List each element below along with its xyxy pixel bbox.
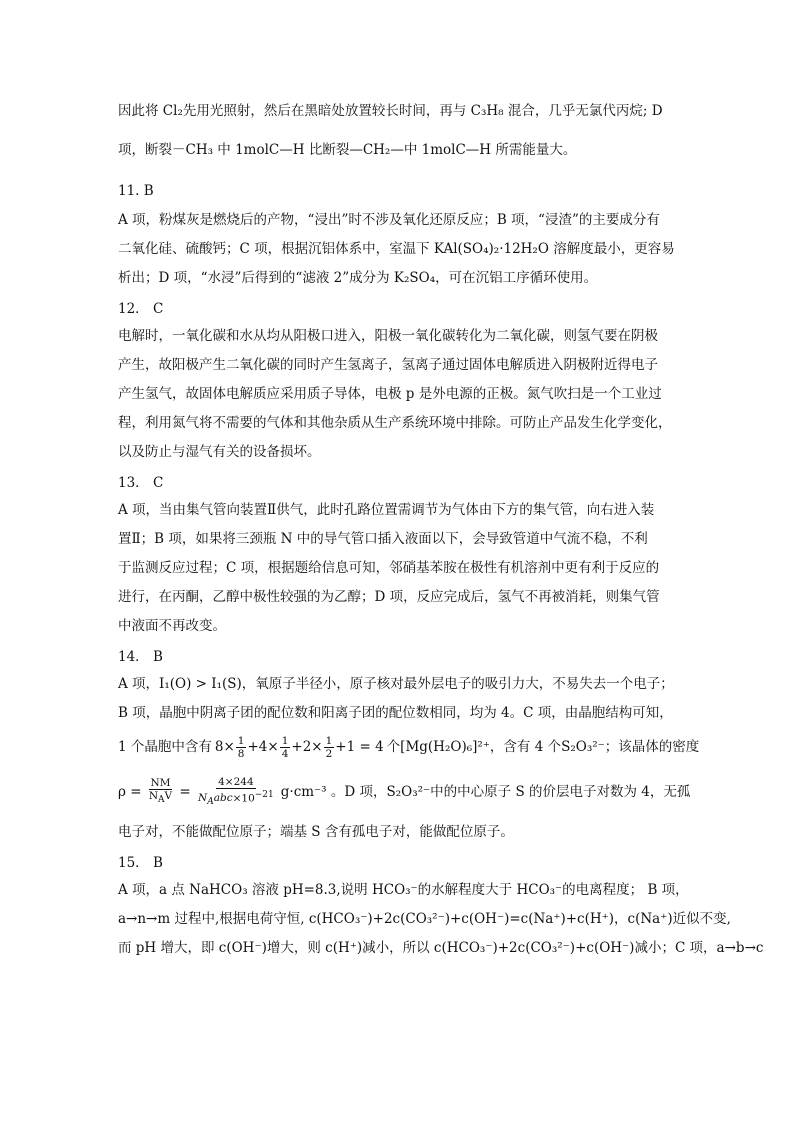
text-line: 程，利用氮气将不需要的气体和其他杂质从生产系统环境中排除。可防止产品发生化学变化， (118, 414, 672, 431)
question-15 (118, 846, 764, 962)
question-number: 13． C (118, 474, 164, 491)
question-13 (118, 466, 678, 640)
text-line: 而 pH 增大，即 c(OH⁻)增大，则 c(H⁺)减小，所以 c(HCO₃⁻)+2c(CO₃²⁻)+c(OH⁻)减小；C 项，a→b→c (118, 939, 764, 956)
text-line: 二氧化硅、硫酸钙；C 项，根据沉铝体系中，室温下 KAl(SO₄)₂·12H₂O 溶解度最小，更容易 (118, 240, 675, 257)
density-formula-line (118, 767, 691, 817)
text-line: 中液面不再改变。 (118, 617, 226, 634)
question-number: 11. B (118, 182, 154, 199)
text-line: 产生，故阳极产生二氧化碳的同时产生氢离子，氢离子通过固体电解质进入阴极附近得电子 (118, 356, 658, 373)
text-line: 于监测反应过程；C 项，根据题给信息可知，邻硝基苯胺在极性有机溶剂中更有利于反应的 (118, 559, 660, 576)
text-segment: 个[Mg(H₂O)₆]²⁺，含有 4 个S₂O₃²⁻；该晶体的密度 (386, 739, 700, 755)
text-line: 置Ⅱ；B 项，如果将三颈瓶 N 中的导气管口插入液面以下，会导致管道中气流不稳，不利 (118, 530, 648, 547)
text-line: B 项，晶胞中阴离子团的配位数和阳离子团的配位数相同，均为 4。C 项，由晶胞结构可知， (118, 704, 673, 721)
text-line: A 项，a 点 NaHCO₃ 溶液 pH=8.3,说明 HCO₃⁻的水解程度大于 HCO₃⁻的电离程度； B 项， (118, 881, 689, 898)
question-11 (118, 176, 678, 292)
intro-paragraph (118, 96, 678, 164)
text-line: A 项，粉煤灰是燃烧后的产物，“浸出”时不涉及氧化还原反应；B 项，“浸渣”的主要成分有 (118, 211, 660, 228)
formula-line (118, 727, 700, 767)
text-segment: g·cm⁻³ 。D 项，S₂O₃²⁻中的中心原子 S 的价层电子对数为 4，无孤 (280, 784, 691, 800)
text-line: 以及防止与湿气有关的设备损坏。 (118, 443, 321, 460)
question-number: 15． B (118, 854, 163, 871)
text-line: 项，断裂－CH₃ 中 1molC—H 比断裂—CH₂—中 1molC—H 所需能量大。 (118, 141, 577, 158)
text-line: 产生氢气，故固体电解质应采用质子导体，电极 p 是外电源的正极。氮气吹扫是一个工业过 (118, 385, 662, 402)
text-line: 电解时，一氧化碳和水从均从阳极口进入，阳极一氧化碳转化为二氧化碳，则氢气要在阴极 (118, 327, 658, 344)
answer-page (118, 96, 764, 962)
text-line: 进行，在丙酮，乙醇中极性较强的为乙醇；D 项，反应完成后，氢气不再被消耗，则集气管 (118, 588, 660, 605)
question-12 (118, 292, 678, 466)
question-number: 12． C (118, 300, 164, 317)
text-line: 因此将 Cl₂先用光照射，然后在黑暗处放置较长时间，再与 C₃H₈ 混合，几乎无氯代丙烷; D (118, 102, 663, 119)
count-formula: 8× $\frac{1}{8}$ +4× $\frac{1}{4}$ +2× $\frac{1}{2}$ +1 = 4 (214, 734, 384, 760)
question-number: 14． B (118, 648, 163, 665)
text-line: A 项，I₁(O) > I₁(S)，氧原子半径小，原子核对最外层电子的吸引力大，不易失去一个电子； (118, 675, 674, 692)
text-line: A 项，当由集气管向装置Ⅱ供气，此时孔路位置需调节为气体由下方的集气管，向右进入装 (118, 501, 655, 518)
text-line: 析出；D 项，“水浸”后得到的“滤液 2”成分为 K₂SO₄，可在沉铝工序循环使用。 (118, 269, 598, 286)
text-line: a→n→m 过程中,根据电荷守恒, c(HCO₃⁻)+2c(CO₃²⁻)+c(OH⁻)=c(Na⁺)+c(H⁺)，c(Na⁺)近似不变, (118, 910, 731, 927)
text-line: 电子对，不能做配位原子；端基 S 含有孤电子对，能做配位原子。 (118, 823, 514, 840)
density-formula: ρ = $\frac{NM}{N_AV}$ = $\frac{4\times 244}{N_Aabc\times 10^{-21}}$ (118, 775, 274, 808)
question-14 (118, 640, 700, 846)
text-segment: 1 个晶胞中含有 (118, 739, 212, 755)
